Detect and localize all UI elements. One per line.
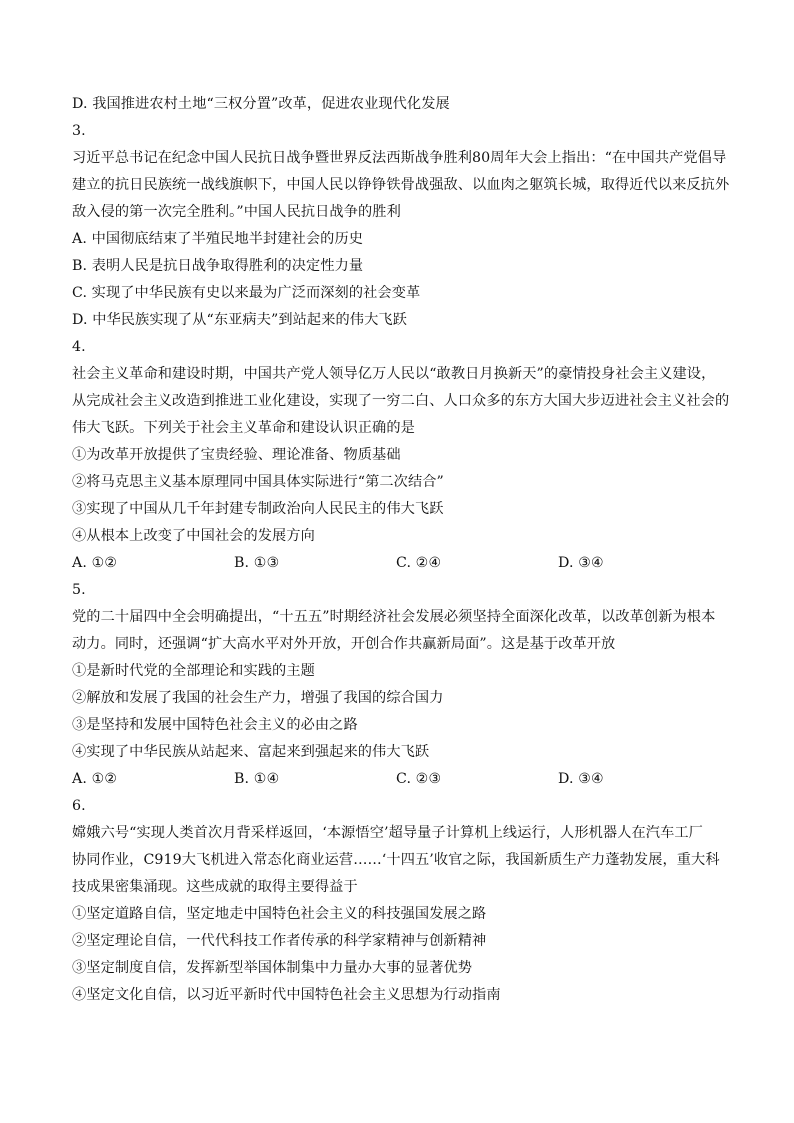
q4-choice-d: D. ③④ (558, 555, 604, 571)
q3-stem-line: 习近平总书记在纪念中国人民抗日战争暨世界反法西斯战争胜利80周年大会上指出：“在中国共产党倡导 (72, 150, 727, 166)
q4-statement-3: ③实现了中国从几千年封建专制政治向人民民主的伟大飞跃 (72, 501, 444, 517)
q4-choice-a: A. ①② (72, 555, 118, 571)
q3-stem-line: 建立的抗日民族统一战线旗帜下，中国人民以铮铮铁骨战强敌、以血肉之躯筑长城，取得近代以来反抗外 (72, 177, 730, 193)
q6-stem-line: 协同作业，C919大飞机进入常态化商业运营……‘十四五’收官之际，我国新质生产力蓬勃发展，重大科 (72, 852, 720, 868)
q5-choice-b: B. ①④ (234, 771, 280, 787)
q5-number: 5. (72, 582, 86, 598)
q4-statement-2: ②将马克思主义基本原理同中国具体实际进行“第二次结合” (72, 474, 444, 490)
q4-stem-line: 从完成社会主义改造到推进工业化建设，实现了一穷二白、人口众多的东方大国大步迈进社会主义社会的 (72, 393, 730, 409)
q6-statement-3: ③坚定制度自信，发挥新型举国体制集中力量办大事的显著优势 (72, 960, 473, 976)
q5-statement-4: ④实现了中华民族从站起来、富起来到强起来的伟大飞跃 (72, 744, 430, 760)
q4-statement-1: ①为改革开放提供了宝贵经验、理论准备、物质基础 (72, 447, 401, 463)
q4-choice-c: C. ②④ (396, 555, 442, 571)
q3-stem-line: 敌入侵的第一次完全胜利。”中国人民抗日战争的胜利 (72, 204, 401, 220)
q4-stem-line: 伟大飞跃。下列关于社会主义革命和建设认识正确的是 (72, 420, 415, 436)
q4-choices (72, 550, 722, 577)
q6-stem-line: 嫦娥六号“实现人类首次月背采样返回，‘本源悟空’超导量子计算机上线运行，人形机器人在汽车工厂 (72, 825, 703, 841)
q6-statement-4: ④坚定文化自信，以习近平新时代中国特色社会主义思想为行动指南 (72, 987, 501, 1003)
q6-statement-1: ①坚定道路自信，坚定地走中国特色社会主义的科技强国发展之路 (72, 906, 487, 922)
q6-statement-2: ②坚定理论自信，一代代科技工作者传承的科学家精神与创新精神 (72, 933, 487, 949)
q2-option-d: D. 我国推进农村土地“三权分置”改革，促进农业现代化发展 (72, 96, 450, 112)
q3-option-b: B. 表明人民是抗日战争取得胜利的决定性力量 (72, 258, 364, 274)
q5-statement-1: ①是新时代党的全部理论和实践的主题 (72, 663, 315, 679)
q4-statement-4: ④从根本上改变了中国社会的发展方向 (72, 528, 315, 544)
q6-stem-line: 技成果密集涌现。这些成就的取得主要得益于 (72, 879, 358, 895)
q4-choice-b: B. ①③ (234, 555, 280, 571)
q4-number: 4. (72, 339, 86, 355)
q3-option-d: D. 中华民族实现了从“东亚病夫”到站起来的伟大飞跃 (72, 312, 407, 328)
q5-stem-line: 党的二十届四中全会明确提出，“十五五”时期经济社会发展必须坚持全面深化改革，以改革创新为根本 (72, 609, 716, 625)
q5-statement-3: ③是坚持和发展中国特色社会主义的必由之路 (72, 717, 358, 733)
q6-number: 6. (72, 798, 86, 814)
q5-choice-c: C. ②③ (396, 771, 442, 787)
q3-option-a: A. 中国彻底结束了半殖民地半封建社会的历史 (72, 231, 364, 247)
q5-stem-line: 动力。同时，还强调“扩大高水平对外开放，开创合作共赢新局面”。这是基于改革开放 (72, 636, 616, 652)
q3-number: 3. (72, 123, 86, 139)
q4-stem-line: 社会主义革命和建设时期，中国共产党人领导亿万人民以“敢教日月换新天”的豪情投身社会主义建设， (72, 366, 716, 382)
q5-choices (72, 766, 722, 793)
exam-page (72, 91, 730, 1009)
q5-choice-a: A. ①② (72, 771, 118, 787)
q5-choice-d: D. ③④ (558, 771, 604, 787)
q5-statement-2: ②解放和发展了我国的社会生产力，增强了我国的综合国力 (72, 690, 444, 706)
q3-option-c: C. 实现了中华民族有史以来最为广泛而深刻的社会变革 (72, 285, 421, 301)
